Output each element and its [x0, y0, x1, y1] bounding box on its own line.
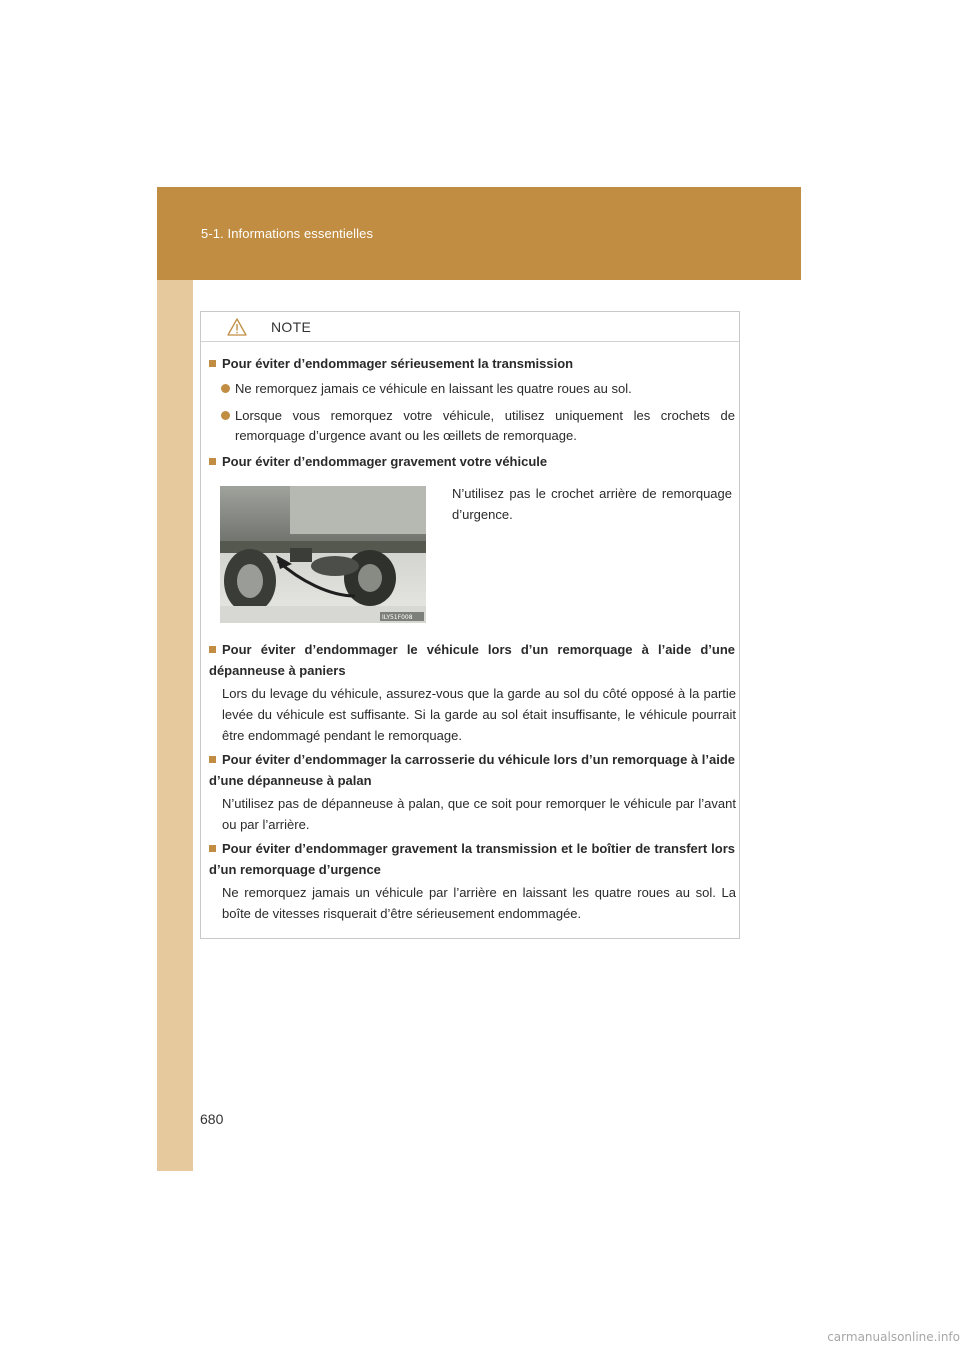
- note-box: [200, 311, 740, 939]
- section-heading: Pour éviter d’endommager la carrosserie du véhicule lors d’un remorquage à l’aide d’une dépanneuse à palan: [209, 752, 735, 788]
- note-header: [201, 312, 739, 342]
- rear-tow-hook-illustration: [220, 486, 426, 623]
- section-heading: Pour éviter d’endommager gravement la transmission et le boîtier de transfert lors d’un remorquage d’urgence: [209, 841, 735, 877]
- section-heading: Pour éviter d’endommager gravement votre véhicule: [209, 451, 735, 472]
- round-bullet-icon: [221, 411, 230, 420]
- square-bullet-icon: [209, 360, 216, 367]
- square-bullet-icon: [209, 845, 216, 852]
- section-heading: Pour éviter d’endommager sérieusement la transmission: [209, 353, 735, 374]
- warning-icon: [227, 318, 247, 336]
- section-body: Lors du levage du véhicule, assurez-vous que la garde au sol du côté opposé à la partie levée du véhicule est suffisante. Si la garde au sol était insuffisante, le véhicule pourrait être endommagé pendant le remorquage.: [222, 686, 736, 743]
- side-strip: [157, 187, 193, 1171]
- bullet-item: Lorsque vous remorquez votre véhicule, utilisez uniquement les crochets de remorquage d’urgence avant ou les œillets de remorquage.: [221, 406, 735, 446]
- square-bullet-icon: [209, 458, 216, 465]
- square-bullet-icon: [209, 646, 216, 653]
- section-heading: Pour éviter d’endommager le véhicule lors d’un remorquage à l’aide d’une dépanneuse à paniers: [209, 642, 735, 678]
- photo-caption: N’utilisez pas le crochet arrière de remorquage d’urgence.: [452, 486, 732, 522]
- square-bullet-icon: [209, 756, 216, 763]
- section-title: 5-1. Informations essentielles: [201, 226, 374, 241]
- image-code: ILY51F008: [382, 614, 413, 621]
- section-body: N’utilisez pas de dépanneuse à palan, que ce soit pour remorquer le véhicule par l’avant ou par l’arrière.: [222, 796, 736, 832]
- bullet-item: Ne remorquez jamais ce véhicule en laissant les quatre roues au sol.: [221, 379, 735, 399]
- page-number: 680: [200, 1111, 224, 1127]
- note-label: NOTE: [271, 319, 312, 335]
- section-body: Ne remorquez jamais un véhicule par l’arrière en laissant les quatre roues au sol. La boîte de vitesses risquerait d’être sérieusement endommagée.: [222, 885, 736, 921]
- watermark: carmanualsonline.info: [827, 1330, 960, 1344]
- round-bullet-icon: [221, 384, 230, 393]
